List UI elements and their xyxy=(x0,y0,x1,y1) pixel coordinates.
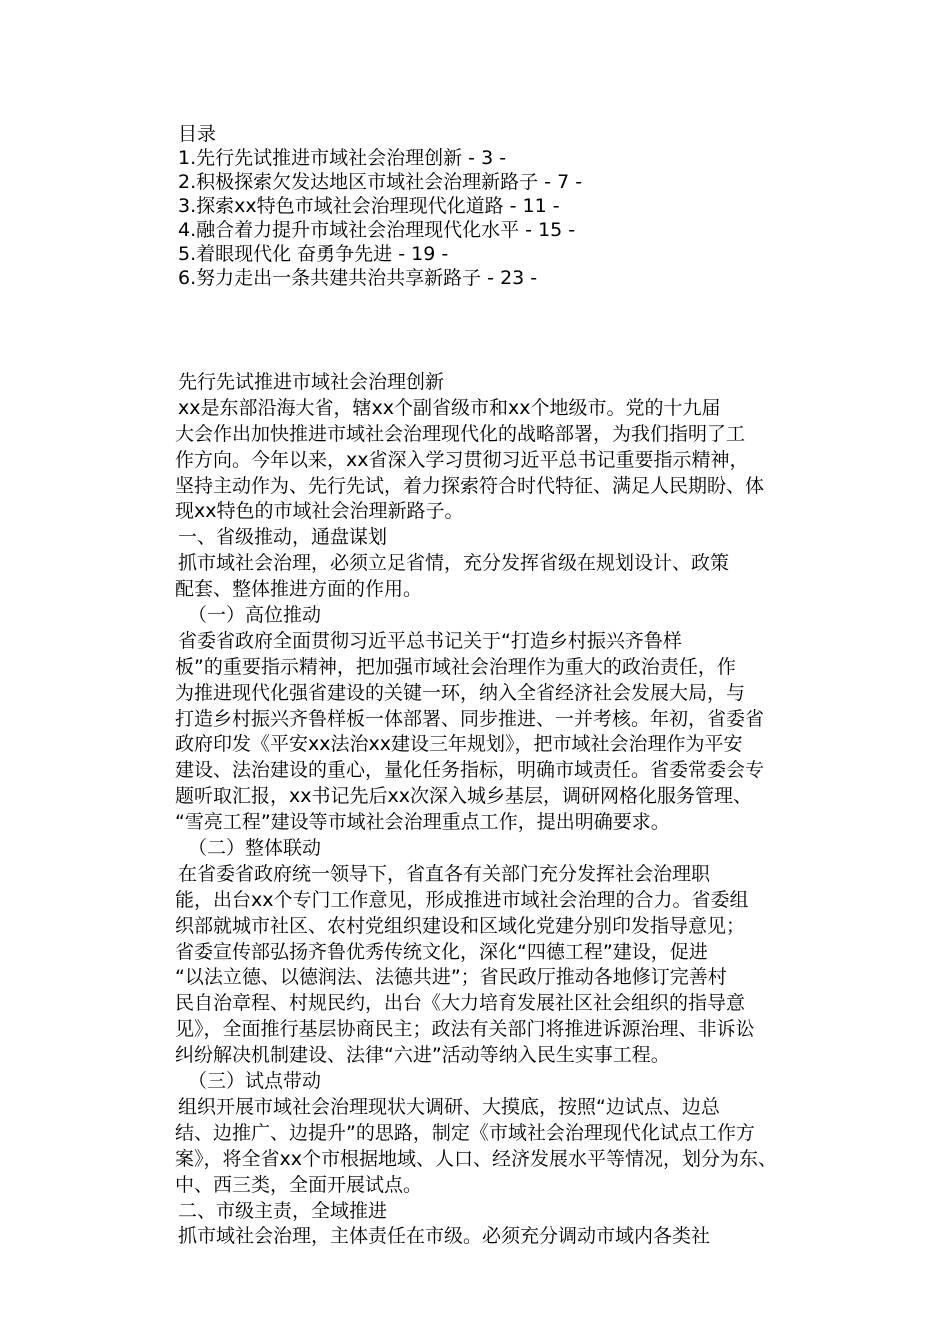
paragraph-line: 见》，全面推行基层协商民主；政法有关部门将推进诉源治理、非诉讼 xyxy=(175,1018,755,1041)
paragraph-line: 结、边推广、边提升”的思路，制定《市域社会治理现代化试点工作方 xyxy=(175,1121,755,1144)
subsection-heading: （二）整体联动 xyxy=(188,837,322,860)
toc-title: 目录 xyxy=(178,123,217,145)
toc-item[interactable]: 2.积极探索欠发达地区市域社会治理新路子 - 7 - xyxy=(178,171,583,193)
paragraph-line: 现xx特色的市域社会治理新路子。 xyxy=(175,500,464,523)
table-of-contents xyxy=(178,122,778,290)
toc-item[interactable]: 3.探索xx特色市域社会治理现代化道路 - 11 - xyxy=(178,195,560,217)
paragraph-line: 在省委省政府统一领导下，省直各有关部门充分发挥社会治理职 xyxy=(178,862,711,885)
paragraph-line: 抓市域社会治理，必须立足省情，充分发挥省级在规划设计、政策 xyxy=(178,552,730,575)
paragraph-line: 政府印发《平安xx法治xx建设三年规划》，把市域社会治理作为平安 xyxy=(175,733,743,756)
toc-item[interactable]: 5.着眼现代化 奋勇争先进 - 19 - xyxy=(178,243,449,265)
paragraph-line: 配套、整体推进方面的作用。 xyxy=(175,578,423,601)
paragraph-line: “以法立德、以德润法、法德共进”；省民政厅推动各地修订完善村 xyxy=(175,966,727,989)
toc-item[interactable]: 6.努力走出一条共建共治共享新路子 - 23 - xyxy=(178,267,538,289)
paragraph-line: 题听取汇报，xx书记先后xx次深入城乡基层，调研网格化服务管理、 xyxy=(175,785,752,808)
paragraph-line: xx是东部沿海大省，辖xx个副省级市和xx个地级市。党的十九届 xyxy=(178,396,721,419)
subsection-heading: （一）高位推动 xyxy=(188,604,322,627)
paragraph-line: 民自治章程、村规民约，出台《大力培育发展社区社会组织的指导意 xyxy=(175,992,746,1015)
paragraph-line: 纠纷解决机制建设、法律“六进”活动等纳入民生实事工程。 xyxy=(175,1044,670,1067)
paragraph-line: 织部就城市社区、农村党组织建设和区域化党建分别印发指导意见； xyxy=(175,914,746,937)
paragraph-line: 坚持主动作为、先行先试，着力探索符合时代特征、满足人民期盼、体 xyxy=(175,474,765,497)
toc-item[interactable]: 1.先行先试推进市域社会治理创新 - 3 - xyxy=(178,147,507,169)
paragraph-line: 板”的重要指示精神，把加强市域社会治理作为重大的政治责任，作 xyxy=(175,655,736,678)
paragraph-line: 大会作出加快推进市域社会治理现代化的战略部署，为我们指明了工 xyxy=(175,422,746,445)
article-title: 先行先试推进市域社会治理创新 xyxy=(178,371,445,393)
toc-item[interactable]: 4.融合着力提升市域社会治理现代化水平 - 15 - xyxy=(178,219,576,241)
section-heading: 二、市级主责，全域推进 xyxy=(178,1199,388,1222)
section-heading: 一、省级推动，通盘谋划 xyxy=(178,526,388,549)
paragraph-line: 作方向。今年以来，xx省深入学习贯彻习近平总书记重要指示精神， xyxy=(175,448,749,471)
paragraph-line: 能，出台xx个专门工作意见，形成推进市域社会治理的合力。省委组 xyxy=(175,888,749,911)
paragraph-line: “雪亮工程”建设等市域社会治理重点工作，提出明确要求。 xyxy=(175,811,670,834)
paragraph-line: 抓市域社会治理，主体责任在市级。必须充分调动市域内各类社 xyxy=(178,1225,711,1248)
paragraph-line: 省委宣传部弘扬齐鲁优秀传统文化，深化“四德工程”建设，促进 xyxy=(175,940,708,963)
paragraph-line: 为推进现代化强省建设的关键一环，纳入全省经济社会发展大局，与 xyxy=(175,681,746,704)
article-body xyxy=(175,370,818,1250)
paragraph-line: 打造乡村振兴齐鲁样板一体部署、同步推进、一并考核。年初，省委省 xyxy=(175,707,765,730)
subsection-heading: （三）试点带动 xyxy=(188,1070,322,1093)
paragraph-line: 中、西三类，全面开展试点。 xyxy=(175,1173,423,1196)
paragraph-line: 建设、法治建设的重心，量化任务指标，明确市域责任。省委常委会专 xyxy=(175,759,765,782)
paragraph-line: 案》，将全省xx个市根据地域、人口、经济发展水平等情况，划分为东、 xyxy=(175,1147,777,1170)
paragraph-line: 组织开展市域社会治理现状大调研、大摸底，按照“边试点、边总 xyxy=(178,1095,720,1118)
paragraph-line: 省委省政府全面贯彻习近平总书记关于“打造乡村振兴齐鲁样 xyxy=(178,629,682,652)
